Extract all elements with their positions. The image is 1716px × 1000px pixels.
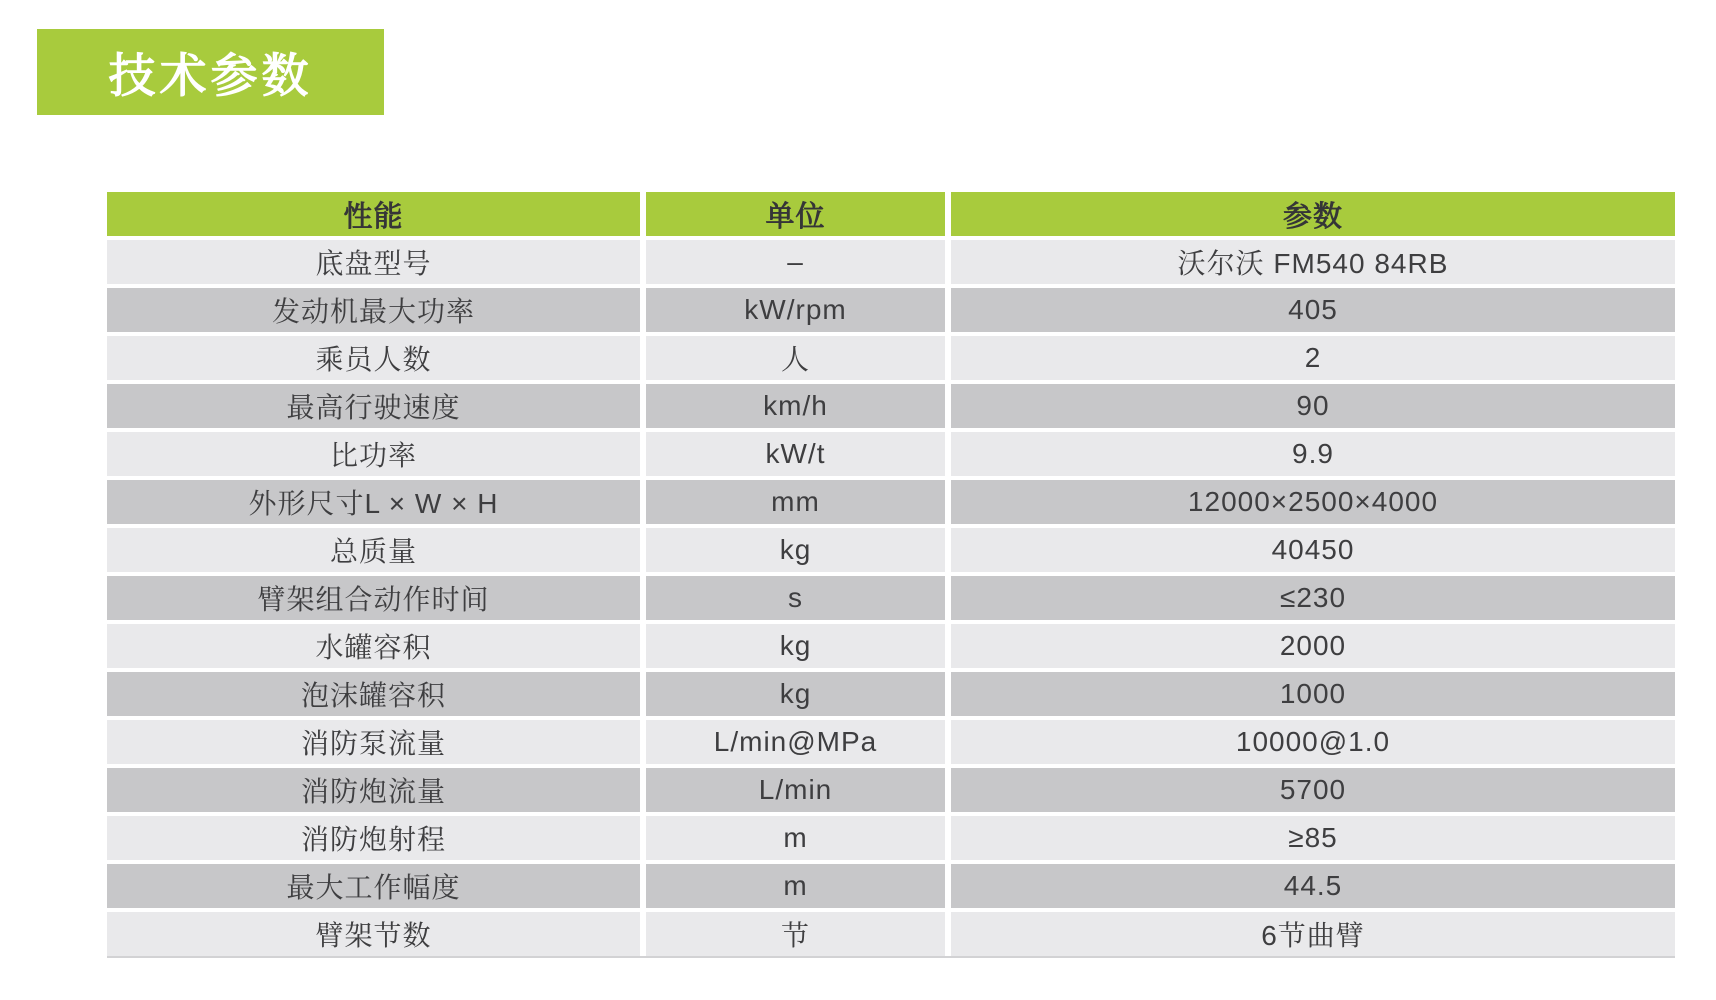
spec-name-cell: 发动机最大功率 <box>107 288 640 332</box>
spec-unit-cell: m <box>646 864 945 908</box>
spec-value-cell: 5700 <box>951 768 1675 812</box>
spec-value-cell: ≥85 <box>951 816 1675 860</box>
header-cell-performance: 性能 <box>107 192 640 236</box>
spec-unit-cell: L/min@MPa <box>646 720 945 764</box>
spec-value-cell: 10000@1.0 <box>951 720 1675 764</box>
spec-unit-cell: mm <box>646 480 945 524</box>
spec-unit-cell: 人 <box>646 336 945 380</box>
spec-unit-cell: s <box>646 576 945 620</box>
spec-value-cell: 405 <box>951 288 1675 332</box>
spec-name-cell: 泡沫罐容积 <box>107 672 640 716</box>
spec-value-cell: 6节曲臂 <box>951 912 1675 956</box>
spec-name-cell: 最高行驶速度 <box>107 384 640 428</box>
section-title-badge <box>37 29 384 115</box>
spec-value-cell: 90 <box>951 384 1675 428</box>
spec-value-cell: 沃尔沃 FM540 84RB <box>951 240 1675 284</box>
spec-value-cell: 1000 <box>951 672 1675 716</box>
spec-name-cell: 总质量 <box>107 528 640 572</box>
spec-value-cell: ≤230 <box>951 576 1675 620</box>
spec-table <box>107 192 1675 956</box>
section-title: 技术参数 <box>108 48 313 102</box>
spec-unit-cell: kg <box>646 624 945 668</box>
spec-name-cell: 水罐容积 <box>107 624 640 668</box>
spec-name-cell: 臂架节数 <box>107 912 640 956</box>
spec-name-cell: 最大工作幅度 <box>107 864 640 908</box>
table-bottom-border <box>107 956 1675 958</box>
spec-name-cell: 臂架组合动作时间 <box>107 576 640 620</box>
spec-unit-cell: L/min <box>646 768 945 812</box>
spec-value-cell: 40450 <box>951 528 1675 572</box>
spec-name-cell: 比功率 <box>107 432 640 476</box>
spec-name-cell: 消防泵流量 <box>107 720 640 764</box>
spec-name-cell: 外形尺寸L × W × H <box>107 480 640 524</box>
spec-name-cell: 乘员人数 <box>107 336 640 380</box>
spec-name-cell: 底盘型号 <box>107 240 640 284</box>
spec-value-cell: 2 <box>951 336 1675 380</box>
header-cell-unit: 单位 <box>646 192 945 236</box>
spec-unit-cell: m <box>646 816 945 860</box>
spec-unit-cell: kW/rpm <box>646 288 945 332</box>
spec-value-cell: 44.5 <box>951 864 1675 908</box>
spec-unit-cell: kW/t <box>646 432 945 476</box>
spec-name-cell: 消防炮射程 <box>107 816 640 860</box>
spec-value-cell: 9.9 <box>951 432 1675 476</box>
spec-unit-cell: 节 <box>646 912 945 956</box>
spec-unit-cell: km/h <box>646 384 945 428</box>
spec-name-cell: 消防炮流量 <box>107 768 640 812</box>
spec-value-cell: 2000 <box>951 624 1675 668</box>
spec-unit-cell: – <box>646 240 945 284</box>
spec-value-cell: 12000×2500×4000 <box>951 480 1675 524</box>
spec-unit-cell: kg <box>646 528 945 572</box>
spec-unit-cell: kg <box>646 672 945 716</box>
header-cell-parameter: 参数 <box>951 192 1675 236</box>
